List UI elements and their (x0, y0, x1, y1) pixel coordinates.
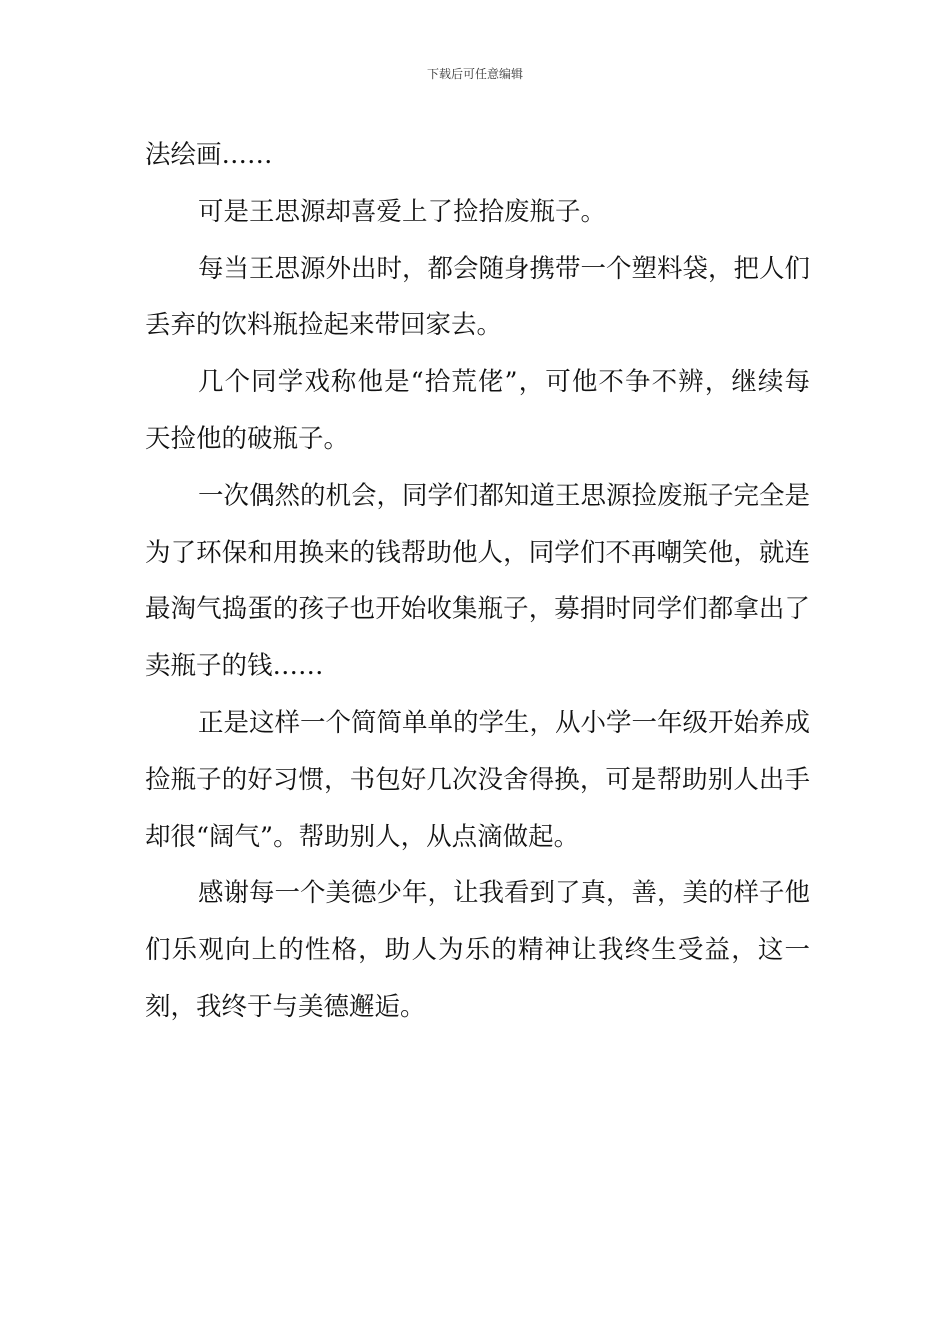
paragraph: 法绘画…… (145, 140, 273, 170)
paragraph: 感谢每一个美德少年，让我看到了真，善，美的样子他们乐观向上的性格，助人为乐的精神让我终生受益，这一刻，我终于与美德邂逅。 (145, 878, 811, 1022)
paragraph: 可是王思源却喜爱上了捡拾废瓶子。 (198, 196, 607, 227)
paragraph: 每当王思源外出时，都会随身携带一个塑料袋，把人们丢弃的饮料瓶捡起来带回家去。 (145, 253, 811, 341)
page-header: 下载后可任意编辑 (426, 67, 523, 81)
paragraph: 正是这样一个简简单单的学生，从小学一年级开始养成捡瓶子的好习惯，书包好几次没舍得换，可是帮助别人出手却很“阔气”。帮助别人，从点滴做起。 (145, 707, 811, 852)
paragraph: 几个同学戏称他是“拾荒佬”，可他不争不辨，继续每天捡他的破瓶子。 (145, 367, 810, 454)
body-text (145, 127, 810, 1036)
paragraph: 一次偶然的机会，同学们都知道王思源捡废瓶子完全是为了环保和用换来的钱帮助他人，同学们不再嘲笑他，就连最淘气捣蛋的孩子也开始收集瓶子，募捐时同学们都拿出了卖瓶子的钱…… (145, 480, 811, 682)
